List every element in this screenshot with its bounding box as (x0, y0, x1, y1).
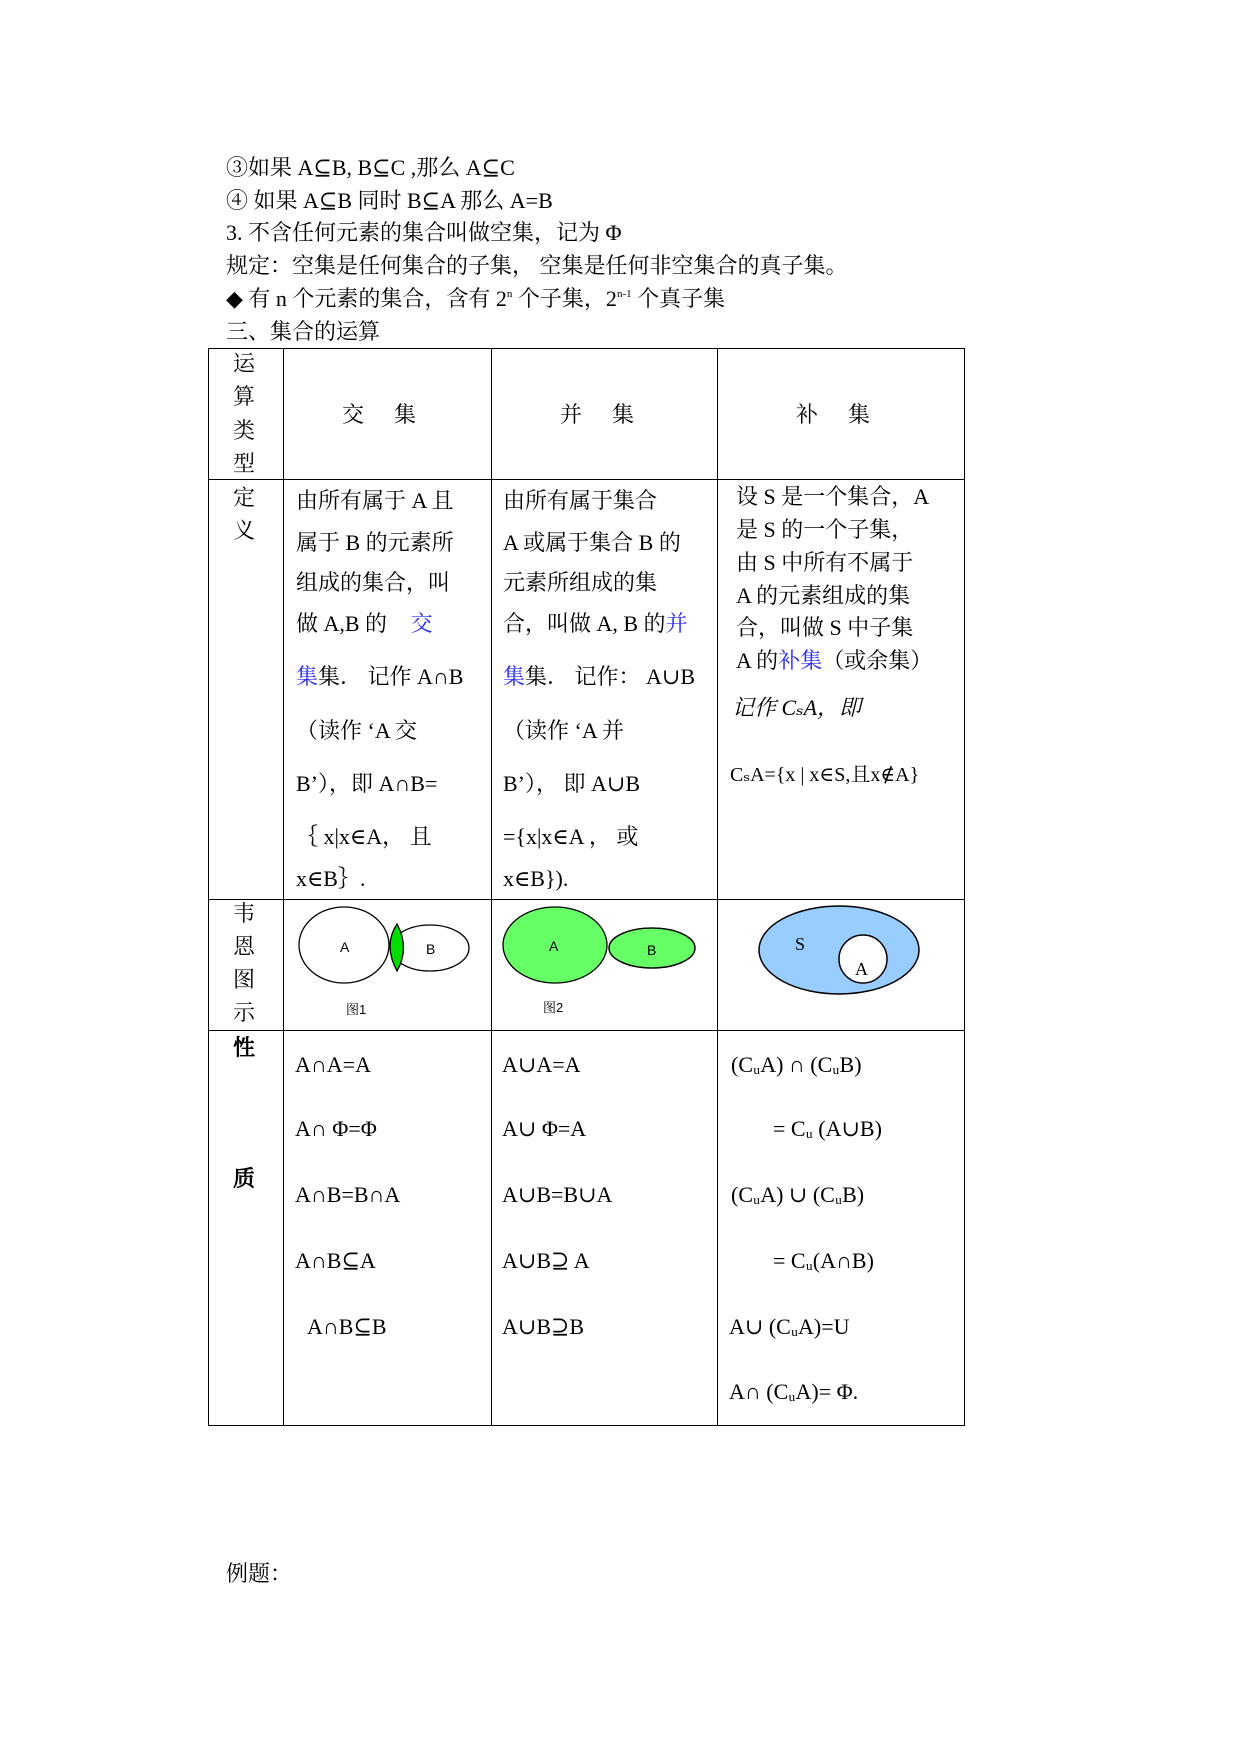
column-header-union: 并集 (560, 402, 665, 427)
row-header-char: 算 (233, 384, 256, 409)
definition-line: B’），即 A∩B= (296, 771, 438, 796)
property-line: A∪ Φ=A (502, 1116, 587, 1141)
definition-line: 记作 CₛA，即 (732, 695, 862, 720)
examples-label: 例题： (226, 1561, 293, 1586)
exponent: n (506, 288, 513, 300)
subset-count-text: 个真子集 (631, 286, 726, 311)
property-line: (CᵤA) ∪ (CᵤB) (731, 1182, 865, 1207)
row-header-char: 类 (233, 418, 256, 443)
figure-caption: 图1 (346, 1002, 367, 1017)
row-label-char: 示 (233, 1000, 256, 1025)
row-label-char: 定 (233, 485, 256, 510)
column-header-complement: 补集 (796, 402, 901, 427)
definition-line: 由所有属于集合 (503, 488, 658, 513)
row-label-char: 义 (233, 518, 256, 543)
column-header-intersection: 交集 (342, 402, 447, 427)
definition-line: ｛ x|x∈A， 且 (296, 824, 432, 849)
definition-line: x∈B｝. (296, 866, 366, 891)
definition-text: 集． 记作 A∩B (318, 664, 464, 689)
property-line: A∩B=B∩A (295, 1182, 401, 1207)
section-title: 三、集合的运算 (226, 319, 381, 344)
property-line: A∩A=A (295, 1052, 371, 1077)
definition-line: （读作 ‘A 交 (296, 718, 418, 743)
definition-text: （或余集） (822, 648, 933, 673)
property-line: A∪ (CᵤA)=U (729, 1314, 850, 1339)
definition-line: A 或属于集合 B 的 (503, 530, 681, 555)
definition-line: 由 S 中所有不属于 (736, 550, 914, 575)
property-line: A∩B⊆B (307, 1314, 387, 1339)
subset-count-text: 个子集，2 (512, 286, 617, 311)
union-term: 并 (665, 611, 688, 636)
complement-term: 补集 (778, 648, 823, 673)
union-venn (503, 907, 695, 1015)
property-line: (CᵤA) ∩ (CᵤB) (731, 1052, 862, 1077)
definition-line: 是 S 的一个子集， (736, 517, 914, 542)
intersection-term: 集 (296, 664, 319, 689)
universal-set-s (759, 906, 919, 994)
row-label-char: 图 (233, 967, 256, 992)
definition-text: 做 A,B 的 (296, 611, 393, 636)
exponent: n-1 (616, 288, 632, 300)
subset-rule-3: ③如果 A⊆B, B⊆C ,那么 A⊆C (226, 155, 515, 180)
property-line: A∪B=B∪A (502, 1182, 613, 1207)
row-label-char: 质 (233, 1166, 256, 1191)
label-a: A (340, 939, 350, 955)
union-term: 集 (503, 664, 526, 689)
intersection-term: 交 (410, 611, 433, 636)
row-header-char: 运 (233, 351, 256, 376)
definition-line: ={x|x∈A ， 或 (503, 824, 639, 849)
definition-line: （读作 ‘A 并 (503, 718, 625, 743)
definition-line: 由所有属于 A 且 (296, 488, 454, 513)
definition-line: 合，叫做 S 中子集 (736, 615, 914, 640)
property-line: A∩ Φ=Φ (295, 1116, 377, 1141)
label-a: A (549, 938, 559, 954)
definition-text: 合，叫做 A, B 的 (503, 611, 666, 636)
row-label-char: 韦 (233, 901, 256, 926)
subset-rule-4: ④ 如果 A⊆B 同时 B⊆A 那么 A=B (226, 188, 553, 213)
row-label-char: 性 (233, 1035, 256, 1060)
definition-text: A 的 (736, 648, 779, 673)
property-line: A∪B⊇ A (502, 1248, 590, 1273)
property-line: A∪B⊇B (502, 1314, 585, 1339)
label-a: A (855, 959, 868, 979)
label-s: S (795, 934, 806, 954)
definition-line: x∈B}). (503, 866, 569, 891)
definition-line: 属于 B 的元素所 (296, 530, 454, 555)
property-line: A∪A=A (502, 1052, 581, 1077)
definition-line: 组成的集合，叫 (296, 570, 451, 595)
definition-text: 集． 记作： A∪B (525, 664, 696, 689)
property-line: = Cᵤ(A∩B) (773, 1248, 874, 1273)
subset-count-text: ◆ 有 n 个元素的集合，含有 2 (226, 286, 507, 311)
complement-formula: CₛA={x | x∈S,且x∉A} (730, 764, 920, 786)
property-line: = Cᵤ (A∪B) (773, 1116, 882, 1141)
row-label-char: 恩 (233, 934, 256, 959)
definition-line: 元素所组成的集 (503, 570, 658, 595)
figure-caption: 图2 (543, 1000, 564, 1015)
definition-line: A 的元素组成的集 (736, 583, 911, 608)
property-line: A∩ (CᵤA)= Φ. (729, 1379, 859, 1404)
intersection-venn (299, 907, 469, 1017)
property-line: A∩B⊆A (295, 1248, 376, 1273)
complement-venn (759, 906, 919, 994)
definition-line: 设 S 是一个集合，A (736, 484, 930, 509)
label-b: B (647, 942, 657, 958)
label-b: B (426, 941, 436, 957)
definition-line: B’）， 即 A∪B (503, 771, 640, 796)
row-header-char: 型 (233, 451, 256, 476)
empty-set-rule: 规定：空集是任何集合的子集， 空集是任何非空集合的真子集。 (226, 253, 848, 278)
empty-set-definition: 3. 不含任何元素的集合叫做空集，记为 Φ (226, 220, 622, 245)
